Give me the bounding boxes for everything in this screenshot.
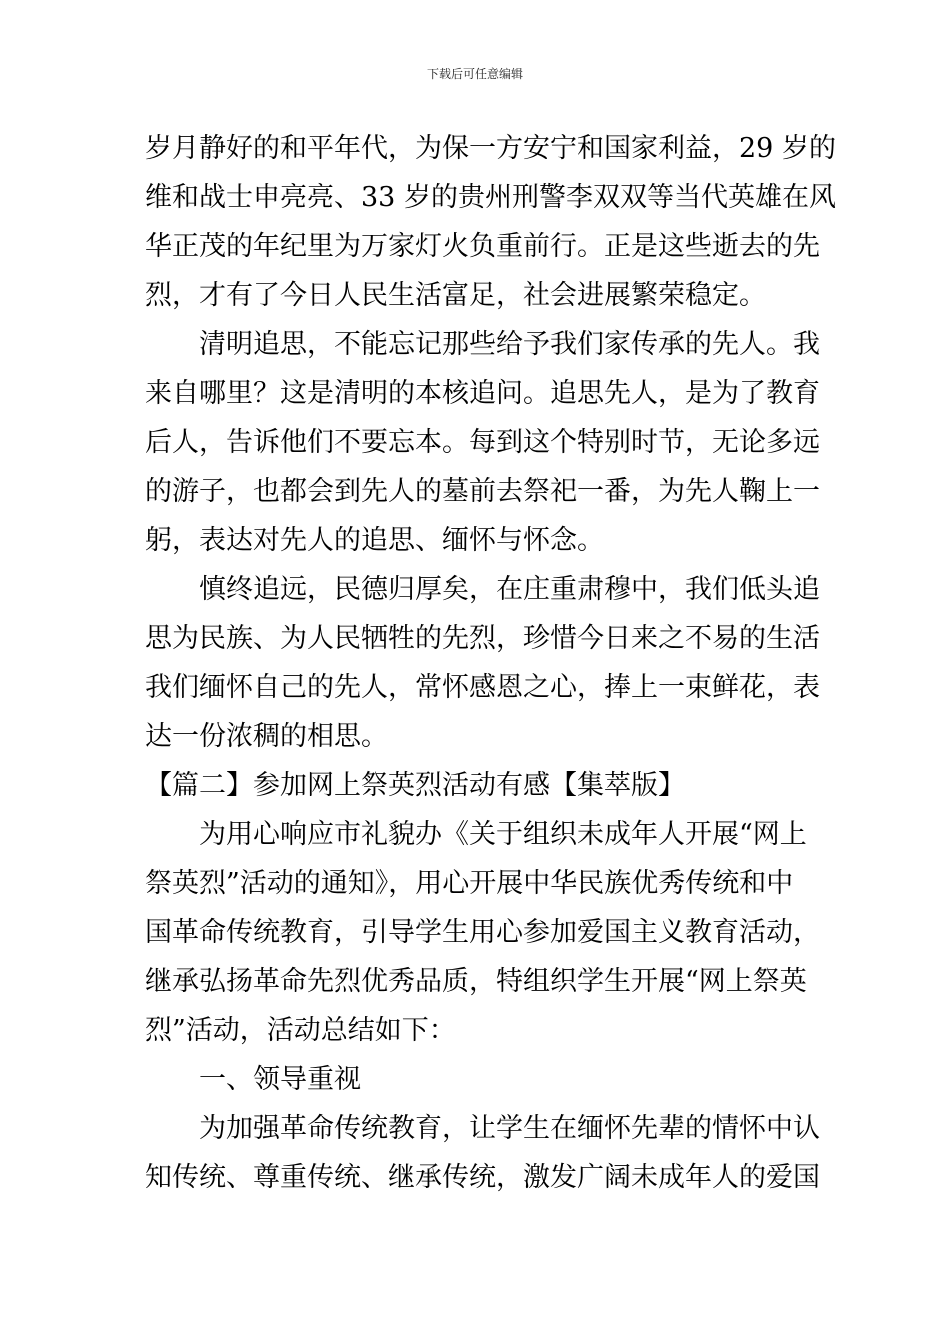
text-line: 国革命传统教育，引导学生用心参加爱国主义教育活动， [145,917,820,948]
text-line: 祭英烈”活动的通知》，用心开展中华民族优秀传统和中 [145,868,794,899]
text-line: 继承弘扬革命先烈优秀品质，特组织学生开展“网上祭英 [145,966,807,997]
document-body [145,124,836,1202]
text-line: 躬，表达对先人的追思、缅怀与怀念。 [145,525,604,556]
text-line: 思为民族、为人民牺牲的先烈，珍惜今日来之不易的生活 [145,623,820,654]
text-line: 烈，才有了今日人民生活富足，社会进展繁荣稳定。 [145,280,766,311]
text-line: 我们缅怀自己的先人，常怀感恩之心，捧上一束鲜花，表 [145,672,820,703]
text-line: 为用心响应市礼貌办《关于组织未成年人开展“网上 [199,819,807,850]
text-line: 岁月静好的和平年代，为保一方安宁和国家利益，29 岁的 [145,133,836,164]
text-line: 华正茂的年纪里为万家灯火负重前行。正是这些逝去的先 [145,231,820,262]
text-line: 维和战士申亮亮、33 岁的贵州刑警李双双等当代英雄在风 [145,182,836,213]
text-line: 【篇二】参加网上祭英烈活动有感【集萃版】 [145,770,685,801]
text-line: 的游子，也都会到先人的墓前去祭祀一番，为先人鞠上一 [145,476,820,507]
text-line: 清明追思，不能忘记那些给予我们家传承的先人。我 [199,329,820,360]
text-line: 慎终追远，民德归厚矣，在庄重肃穆中，我们低头追 [199,574,820,605]
text-line: 知传统、尊重传统、继承传统，激发广阔未成年人的爱国 [145,1162,820,1193]
text-line: 一、领导重视 [199,1064,361,1095]
page-header-note: 下载后可任意编辑 [426,67,523,81]
text-line: 来自哪里？这是清明的本核追问。追思先人，是为了教育 [145,378,820,409]
text-line: 后人，告诉他们不要忘本。每到这个特别时节，无论多远 [145,427,820,458]
text-line: 烈”活动，活动总结如下： [145,1015,456,1046]
text-line: 达一份浓稠的相思。 [145,721,388,752]
text-line: 为加强革命传统教育，让学生在缅怀先辈的情怀中认 [199,1113,820,1144]
